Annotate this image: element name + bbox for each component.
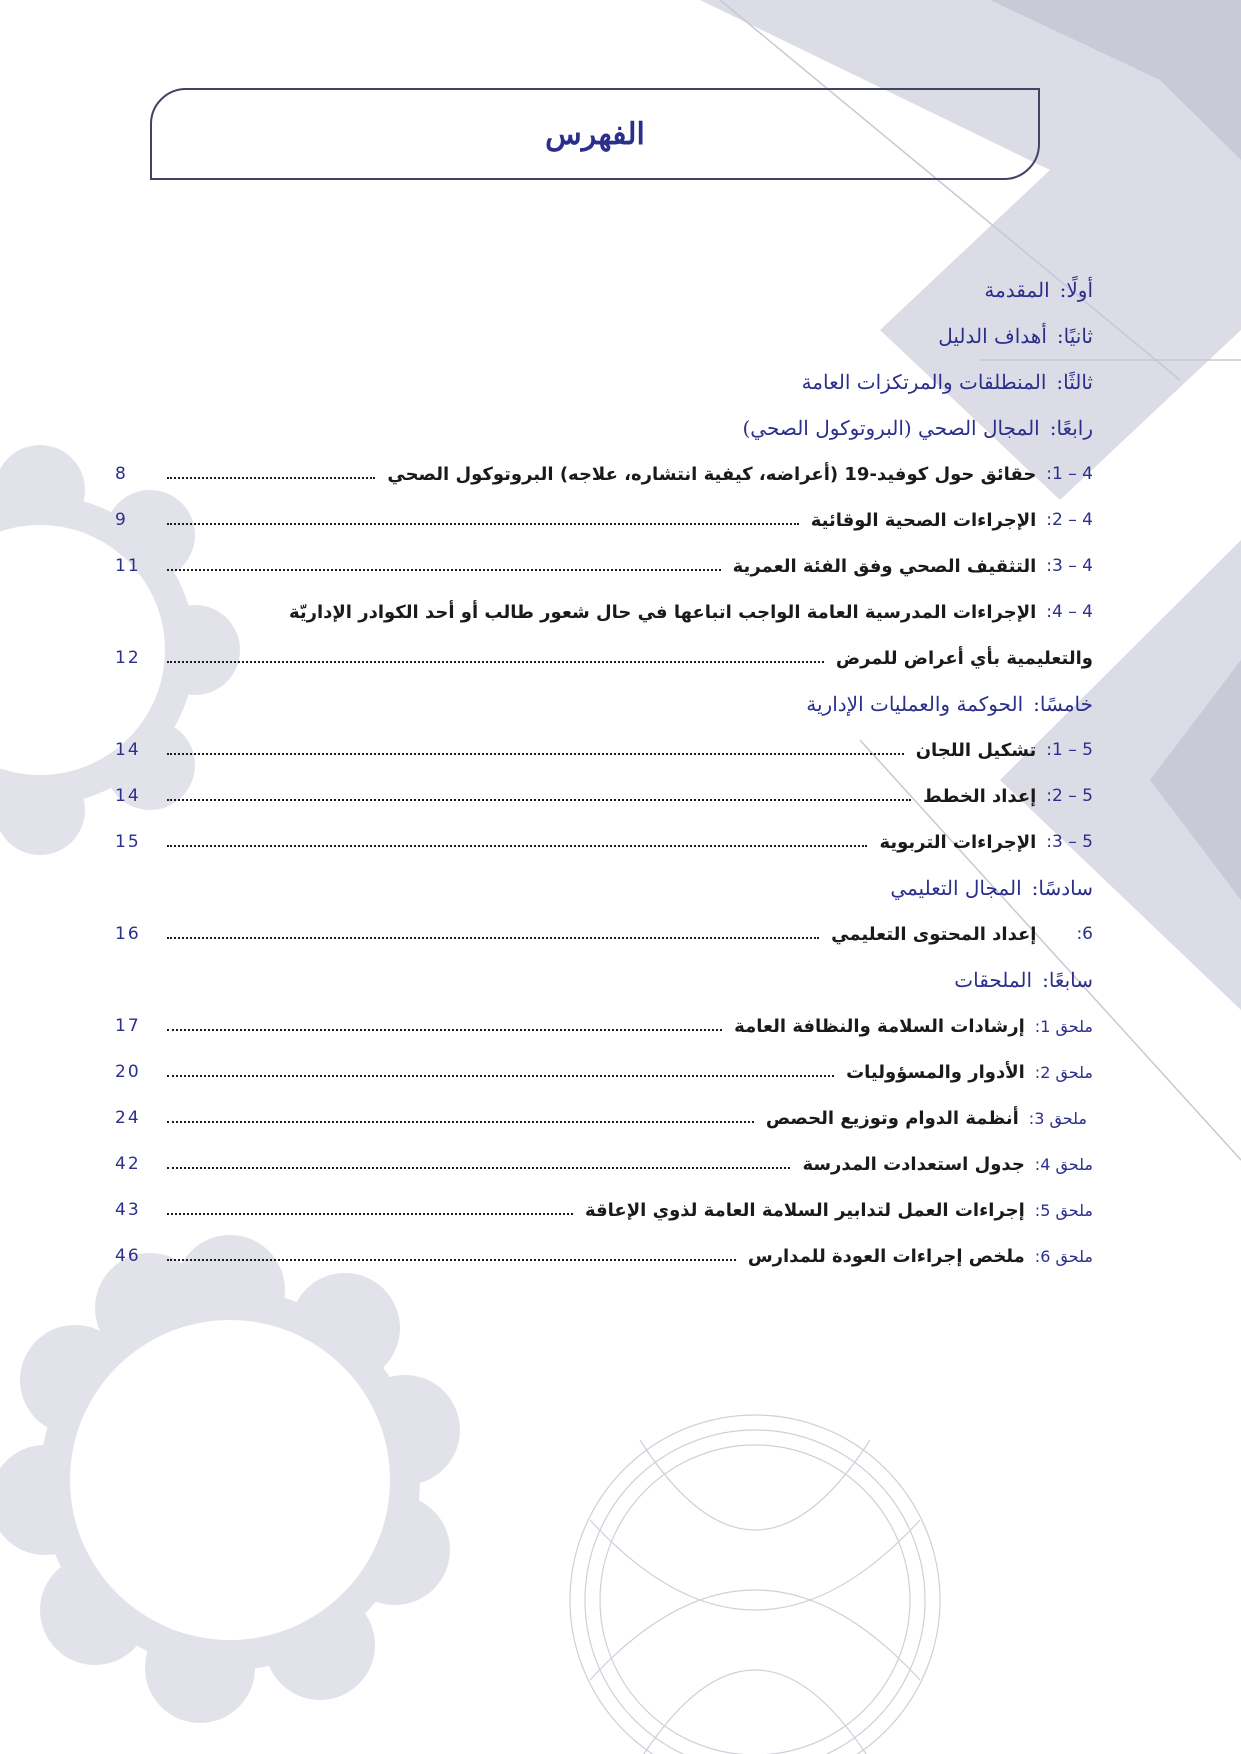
dot-leader [167, 1121, 754, 1123]
appendix-entry[interactable] [115, 1236, 1093, 1276]
section-title: المنطلقات والمرتكزات العامة [801, 370, 1047, 394]
appendix-title: إجراءات العمل لتدابير السلامة العامة لذوي الإعاقة [584, 1199, 1025, 1221]
toc-entry[interactable] [115, 592, 1093, 632]
appendix-label: ملحق 4: [1034, 1154, 1093, 1174]
entry-number: 6: [1076, 924, 1093, 944]
section-label: ثانيًا: [1056, 324, 1093, 348]
entry-page: 14 [115, 740, 141, 760]
entry-title: التثقيف الصحي وفق الفئة العمرية [732, 555, 1037, 577]
section-title: أهداف الدليل [938, 324, 1047, 348]
entry-number: 5 – 2: [1046, 786, 1093, 806]
appendix-entry[interactable] [115, 1052, 1093, 1092]
toc-entry[interactable] [115, 454, 1093, 494]
entry-number: 5 – 1: [1046, 740, 1093, 760]
dot-leader [167, 799, 911, 801]
entry-title: حقائق حول كوفيد-19 (أعراضه، كيفية انتشاره، علاجه) البروتوكول الصحي [387, 463, 1037, 485]
table-of-contents [115, 270, 1093, 1282]
dot-leader [167, 569, 721, 571]
entry-title: إعداد المحتوى التعليمي [831, 923, 1037, 945]
section-label: رابعًا: [1049, 416, 1093, 440]
appendix-entry[interactable] [115, 1098, 1093, 1138]
section-heading[interactable] [115, 362, 1093, 402]
section-heading[interactable] [115, 316, 1093, 356]
toc-entry[interactable] [115, 500, 1093, 540]
appendix-page: 42 [115, 1154, 141, 1174]
section-heading[interactable] [115, 684, 1093, 724]
section-heading[interactable] [115, 408, 1093, 448]
section-title: المجال الصحي (البروتوكول الصحي) [742, 416, 1040, 440]
appendix-title: الأدوار والمسؤوليات [846, 1061, 1025, 1083]
appendix-label: ملحق 3: [1028, 1108, 1087, 1128]
entry-page: 12 [115, 648, 141, 668]
dot-leader [167, 1259, 736, 1261]
entry-title: الإجراءات التربوية [879, 831, 1037, 853]
entry-title: تشكيل اللجان [915, 739, 1037, 761]
entry-page: 8 [115, 464, 128, 484]
dot-leader [167, 1213, 573, 1215]
appendix-entry[interactable] [115, 1006, 1093, 1046]
entry-number: 4 – 3: [1046, 556, 1093, 576]
appendix-title: إرشادات السلامة والنظافة العامة [734, 1015, 1025, 1037]
section-heading[interactable] [115, 270, 1093, 310]
entry-number: 5 – 3: [1046, 832, 1093, 852]
bottom-left-flower-ring [0, 1235, 460, 1723]
section-label: خامسًا: [1033, 692, 1093, 716]
entry-page: 9 [115, 510, 128, 530]
appendix-label: ملحق 5: [1034, 1200, 1093, 1220]
section-title: الملحقات [954, 968, 1033, 992]
dot-leader [167, 477, 375, 479]
toc-entry-continuation[interactable] [115, 638, 1093, 678]
toc-entry[interactable] [115, 730, 1093, 770]
dot-leader [167, 753, 904, 755]
appendix-title: ملخص إجراءات العودة للمدارس [747, 1245, 1025, 1267]
dot-leader [167, 937, 819, 939]
section-title: الحوكمة والعمليات الإدارية [806, 692, 1024, 716]
toc-entry[interactable] [115, 822, 1093, 862]
appendix-page: 43 [115, 1200, 141, 1220]
entry-number: 4 – 4: [1046, 602, 1093, 622]
section-title: المقدمة [984, 278, 1050, 302]
entry-title: الإجراءات المدرسية العامة الواجب اتباعها في حال شعور طالب أو أحد الكوادر الإداريّة [288, 601, 1037, 623]
appendix-label: ملحق 1: [1034, 1016, 1093, 1036]
toc-entry[interactable] [115, 914, 1093, 954]
section-label: سادسًا: [1031, 876, 1093, 900]
toc-entry[interactable] [115, 776, 1093, 816]
entry-title: الإجراءات الصحية الوقائية [810, 509, 1037, 531]
appendix-page: 20 [115, 1062, 141, 1082]
appendix-label: ملحق 2: [1034, 1062, 1093, 1082]
entry-page: 16 [115, 924, 141, 944]
dot-leader [167, 845, 867, 847]
dot-leader [167, 661, 824, 663]
dot-leader [167, 1167, 790, 1169]
dot-leader [167, 1075, 834, 1077]
entry-number: 4 – 2: [1046, 510, 1093, 530]
appendix-label: ملحق 6: [1034, 1246, 1093, 1266]
dot-leader [167, 523, 799, 525]
appendix-title: أنظمة الدوام وتوزيع الحصص [765, 1107, 1019, 1129]
section-label: سابعًا: [1042, 968, 1093, 992]
appendix-title: جدول استعدادت المدرسة [802, 1153, 1025, 1175]
entry-title: إعداد الخطط [923, 785, 1037, 807]
entry-page: 11 [115, 556, 141, 576]
appendix-page: 24 [115, 1108, 141, 1128]
section-label: ثالثًا: [1056, 370, 1093, 394]
appendix-page: 46 [115, 1246, 141, 1266]
section-label: أولًا: [1059, 278, 1093, 302]
toc-entry[interactable] [115, 546, 1093, 586]
bottom-mesh-circle [570, 1415, 940, 1754]
entry-page: 14 [115, 786, 141, 806]
section-heading[interactable] [115, 868, 1093, 908]
section-title: المجال التعليمي [890, 876, 1022, 900]
dot-leader [167, 1029, 722, 1031]
title-box [150, 88, 1040, 180]
section-heading[interactable] [115, 960, 1093, 1000]
entry-number: 4 – 1: [1046, 464, 1093, 484]
entry-title-continued: والتعليمية بأي أعراض للمرض [835, 647, 1093, 669]
appendix-entry[interactable] [115, 1190, 1093, 1230]
appendix-page: 17 [115, 1016, 141, 1036]
page-title: الفهرس [545, 116, 645, 152]
entry-page: 15 [115, 832, 141, 852]
appendix-entry[interactable] [115, 1144, 1093, 1184]
